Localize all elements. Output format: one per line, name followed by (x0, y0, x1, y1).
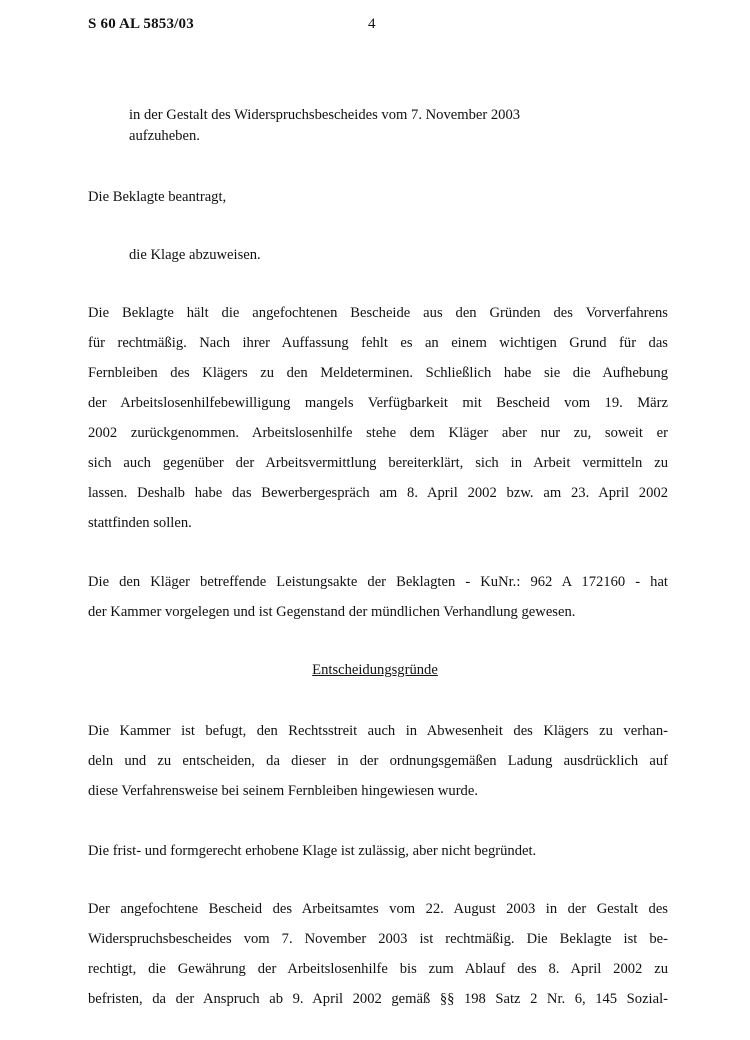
page-number: 4 (368, 16, 376, 32)
text-line: lassen. Deshalb habe das Bewerbergespräch am 8. April 2002 bzw. am 23. April 2002 (88, 485, 668, 501)
paragraph-admissibility (88, 836, 668, 866)
text-line: diese Verfahrensweise bei seinem Fernbleiben hingewiesen wurde. (88, 783, 478, 799)
text-line: 2002 zurückgenommen. Arbeitslosenhilfe stehe dem Kläger aber nur zu, soweit er (88, 425, 668, 441)
text-line: aufzuheben. (129, 128, 200, 144)
text-line: rechtigt, die Gewährung der Arbeitslosenhilfe bis zum Ablauf des 8. April 2002 zu (88, 961, 668, 977)
text-line: Die Beklagte hält die angefochtenen Bescheide aus den Gründen des Vorverfahrens (88, 305, 668, 321)
text-line: Die den Kläger betreffende Leistungsakte der Beklagten - KuNr.: 962 A 172160 - hat (88, 574, 668, 590)
paragraph-defendant-motion (88, 182, 668, 212)
text-line: deln und zu entscheiden, da dieser in der ordnungsgemäßen Ladung ausdrücklich auf (88, 753, 668, 769)
text-line: Die frist- und formgerecht erhobene Klage ist zulässig, aber nicht begründet. (88, 843, 537, 859)
paragraph-defendant-position (88, 298, 668, 538)
text-line: stattfinden sollen. (88, 515, 192, 531)
text-line: die Klage abzuweisen. (129, 247, 261, 263)
paragraph-court-authority (88, 716, 668, 806)
case-reference: S 60 AL 5853/03 (88, 16, 194, 32)
text-line: Die Kammer ist befugt, den Rechtsstreit auch in Abwesenheit des Klägers zu verhan- (88, 723, 668, 739)
paragraph-dismiss-request (129, 240, 689, 270)
text-line: für rechtmäßig. Nach ihrer Auffassung fehlt es an einem wichtigen Grund für das (88, 335, 668, 351)
text-line: befristen, da der Anspruch ab 9. April 2002 gemäß §§ 198 Satz 2 Nr. 6, 145 Sozial- (88, 991, 668, 1007)
paragraph-decision-reasoning (88, 894, 668, 1014)
text-line: Die Beklagte beantragt, (88, 189, 227, 205)
text-line: Widerspruchsbescheides vom 7. November 2003 ist rechtmäßig. Die Beklagte ist be- (88, 931, 668, 947)
text-line: sich auch gegenüber der Arbeitsvermittlung bereiterklärt, sich in Arbeit vermitteln zu (88, 455, 668, 471)
text-line: der Arbeitslosenhilfebewilligung mangels Verfügbarkeit mit Bescheid vom 19. März (88, 395, 668, 411)
text-line: Fernbleiben des Klägers zu den Meldeterminen. Schließlich habe sie die Aufhebung (88, 365, 668, 381)
text-line: Der angefochtene Bescheid des Arbeitsamtes vom 22. August 2003 in der Gestalt des (88, 901, 668, 917)
text-line: der Kammer vorgelegen und ist Gegenstand der mündlichen Verhandlung gewesen. (88, 604, 576, 620)
text-line: in der Gestalt des Widerspruchsbescheides vom 7. November 2003 (129, 107, 521, 123)
paragraph-case-file (88, 567, 668, 627)
paragraph-application-continuation (129, 105, 689, 147)
section-heading: Entscheidungsgründe (312, 662, 438, 678)
